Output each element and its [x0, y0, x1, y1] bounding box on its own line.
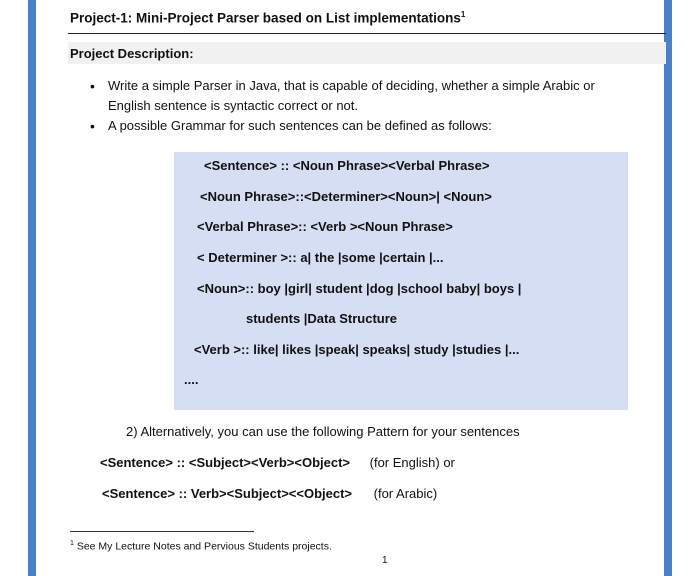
grammar-rule-sentence: <Sentence> :: <Noun Phrase><Verbal Phrase>	[204, 158, 490, 173]
page-number: 1	[382, 555, 388, 566]
pattern-arabic-rule: <Sentence> :: Verb><Subject><<Object>	[102, 486, 353, 501]
grammar-rule-noun: <Noun>:: boy |girl| student |dog |school baby| boys |	[197, 281, 522, 296]
bullet-text-line1: A possible Grammar for such sentences can be defined as follows:	[108, 118, 492, 133]
pattern-english	[100, 455, 455, 470]
footnote-text: See My Lecture Notes and Pervious Students projects.	[73, 540, 332, 553]
pattern-arabic-note: (for Arabic)	[373, 486, 438, 501]
right-border-bar	[664, 0, 672, 576]
page-title	[70, 10, 465, 26]
footnote-separator	[70, 531, 254, 532]
grammar-rule-verbal-phrase: <Verbal Phrase>:: <Verb ><Noun Phrase>	[197, 219, 453, 234]
bullet-item	[90, 76, 610, 116]
bullet-text-line1: Write a simple Parser in Java, that is capable of deciding, whether a simple Arabic or	[108, 78, 595, 93]
left-border-bar	[28, 0, 36, 576]
section-heading: Project Description:	[70, 46, 194, 61]
grammar-rule-noun-phrase: <Noun Phrase>::<Determiner><Noun>| <Noun>	[200, 189, 492, 204]
title-text: Project-1: Mini-Project Parser based on List implementations	[70, 10, 461, 26]
pattern-english-note: (for English) or	[369, 455, 455, 470]
bullet-text-line2: English sentence is syntactic correct or not.	[108, 98, 359, 113]
footnote-mark: 1	[70, 540, 74, 547]
grammar-rule-noun-continued: students |Data Structure	[246, 311, 397, 326]
alternative-intro: 2) Alternatively, you can use the following Pattern for your sentences	[126, 424, 520, 439]
footnote	[70, 540, 332, 553]
grammar-ellipsis: ....	[184, 372, 199, 387]
grammar-box	[174, 152, 628, 410]
pattern-english-rule: <Sentence> :: <Subject><Verb><Object>	[100, 455, 351, 470]
bullet-list	[90, 76, 610, 136]
pattern-arabic	[102, 486, 437, 501]
title-underline	[68, 33, 666, 34]
grammar-rule-determiner: < Determiner >:: a| the |some |certain |...	[197, 250, 444, 265]
title-footnote-mark: 1	[460, 10, 466, 19]
bullet-item	[90, 116, 610, 136]
grammar-rule-verb: <Verb >:: like| likes |speak| speaks| study |studies |...	[194, 342, 520, 357]
document-page	[36, 0, 664, 576]
